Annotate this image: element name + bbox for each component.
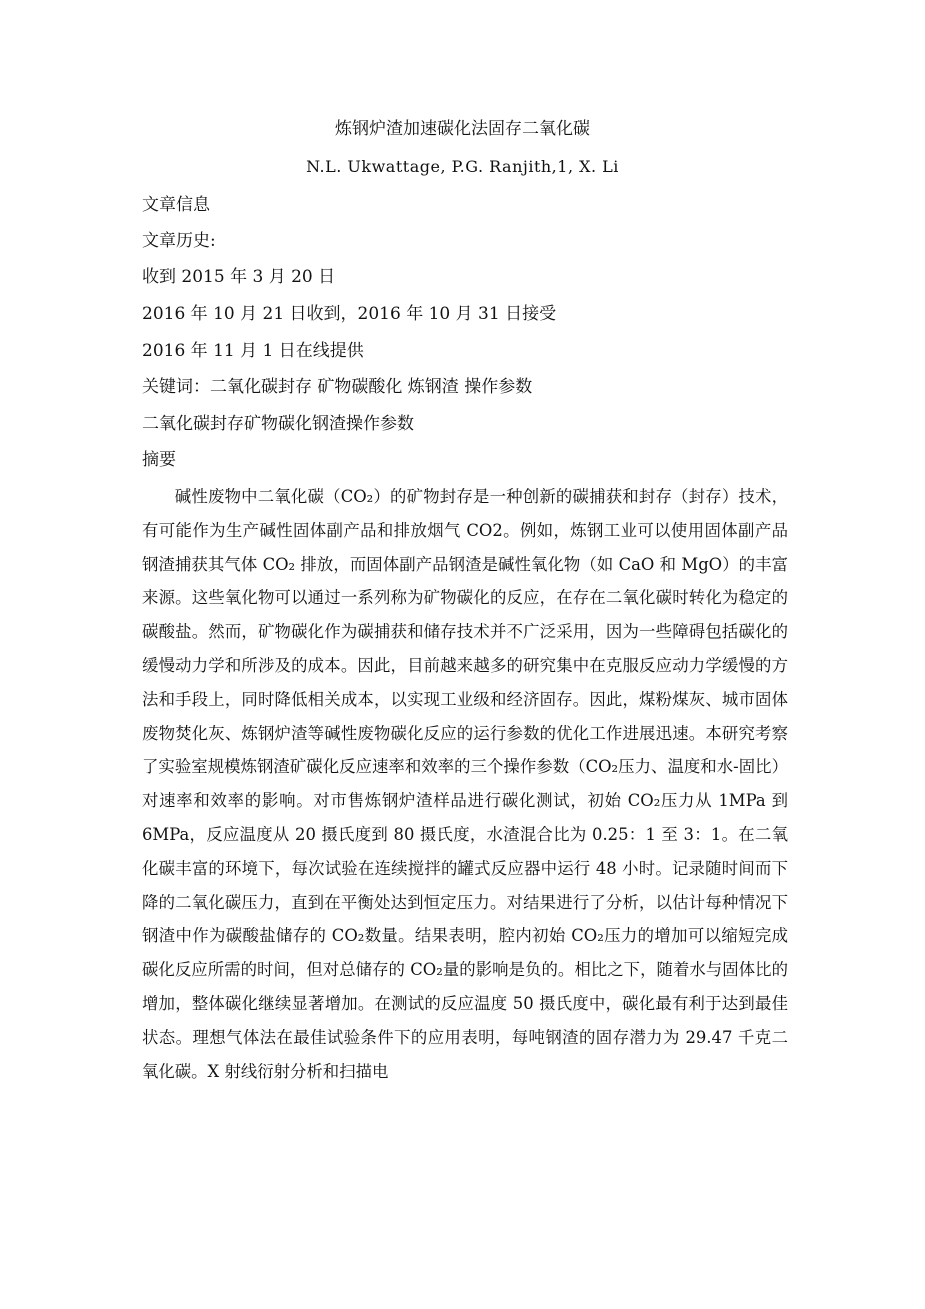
article-info-heading: 文章信息	[142, 195, 210, 215]
revised-accepted-dates: 2016 年 10 月 21 日收到，2016 年 10 月 31 日接受	[142, 304, 557, 324]
author-list: N.L. Ukwattage, P.G. Ranjith,1, X. Li	[306, 157, 619, 176]
keywords-alt: 二氧化碳封存矿物碳化钢渣操作参数	[142, 414, 414, 434]
received-date: 收到 2015 年 3 月 20 日	[142, 267, 336, 287]
keywords: 关键词：二氧化碳封存 矿物碳酸化 炼钢渣 操作参数	[142, 377, 533, 397]
abstract-heading: 摘要	[142, 450, 176, 470]
abstract-body: 碱性废物中二氧化碳（CO₂）的矿物封存是一种创新的碳捕获和封存（封存）技术，有可能作为生产碱性固体副产品和排放烟气 CO2。例如，炼钢工业可以使用固体副产品钢渣捕获其气体 CO₂ 排放，而固体副产品钢渣是碱性氧化物（如 CaO 和 MgO）的丰富来源。这些氧化物可以通过一系列称为矿物碳化的反应，在存在二氧化碳时转化为稳定的碳酸盐。然而，矿物碳化作为碳捕获和储存技术并不广泛采用，因为一些障碍包括碳化的缓慢动力学和所涉及的成本。因此，目前越来越多的研究集中在克服反应动力学缓慢的方法和手段上，同时降低相关成本，以实现工业级和经济固存。因此，煤粉煤灰、城市固体废物焚化灰、炼钢炉渣等碱性废物碳化反应的运行参数的优化工作进展迅速。本研究考察了实验室规模炼钢渣矿碳化反应速率和效率的三个操作参数（CO₂压力、温度和水-固比）对速率和效率的影响。对市售炼钢炉渣样品进行碳化测试，初始 CO₂压力从 1MPa 到 6MPa，反应温度从 20 摄氏度到 80 摄氏度，水渣混合比为 0.25：1 至 3：1。在二氧化碳丰富的环境下，每次试验在连续搅拌的罐式反应器中运行 48 小时。记录随时间而下降的二氧化碳压力，直到在平衡处达到恒定压力。对结果进行了分析，以估计每种情况下钢渣中作为碳酸盐储存的 CO₂数量。结果表明，腔内初始 CO₂压力的增加可以缩短完成碳化反应所需的时间，但对总储存的 CO₂量的影响是负的。相比之下，随着水与固体比的增加，整体碳化继续显著增加。在测试的反应温度 50 摄氏度中，碳化最有利于达到最佳状态。理想气体法在最佳试验条件下的应用表明，每吨钢渣的固存潜力为 29.47 千克二氧化碳。X 射线衍射分析和扫描电	[142, 487, 788, 1081]
article-history-label: 文章历史:	[142, 231, 216, 251]
paper-title: 炼钢炉渣加速碳化法固存二氧化碳	[335, 119, 590, 139]
online-date: 2016 年 11 月 1 日在线提供	[142, 341, 364, 361]
